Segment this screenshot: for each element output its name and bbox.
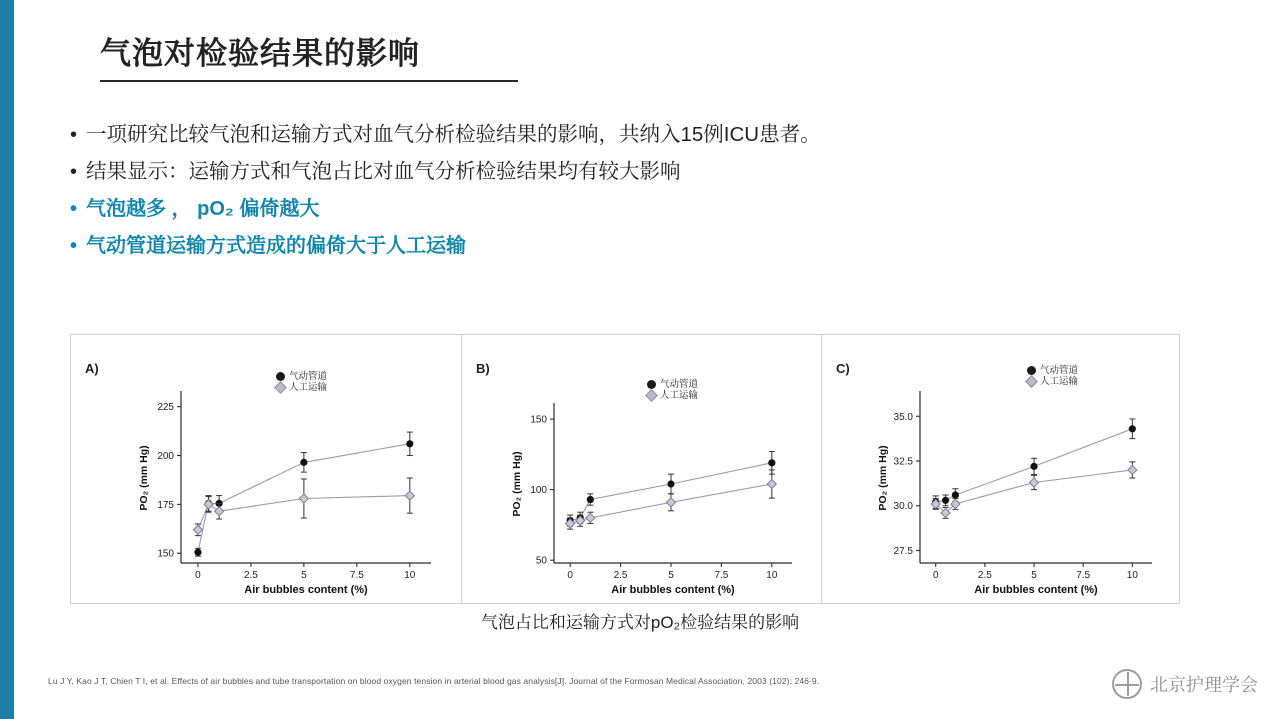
- svg-text:PO₂ (mm Hg): PO₂ (mm Hg): [138, 445, 150, 511]
- legend-label: 气动管道: [289, 371, 328, 382]
- panel-letter-c: C): [836, 361, 850, 376]
- svg-text:150: 150: [530, 414, 547, 426]
- title-underline: [100, 80, 518, 82]
- bullet-text: 气动管道运输方式造成的偏倚大于人工运输: [86, 235, 466, 257]
- figure-caption-text: 气泡占比和运输方式对pO₂检验结果的影响: [480, 613, 800, 632]
- legend-label: 人工运输: [660, 390, 699, 401]
- watermark-label: 北京护理学会: [1150, 675, 1258, 695]
- list-item: [70, 229, 1190, 263]
- chart-panel-b: [461, 335, 821, 603]
- panel-letter-b: B): [476, 361, 490, 376]
- svg-text:0: 0: [195, 570, 201, 581]
- figure-caption: [0, 608, 1280, 633]
- svg-text:PO₂ (mm Hg): PO₂ (mm Hg): [877, 445, 889, 511]
- svg-text:35.0: 35.0: [893, 411, 913, 423]
- svg-text:0: 0: [567, 570, 573, 581]
- svg-text:200: 200: [157, 451, 174, 463]
- svg-text:5: 5: [301, 570, 307, 581]
- list-item: [70, 118, 1190, 152]
- svg-text:5: 5: [1031, 570, 1037, 581]
- svg-text:32.5: 32.5: [893, 456, 913, 468]
- svg-text:7.5: 7.5: [1076, 570, 1091, 581]
- legend-label: 气动管道: [1040, 365, 1079, 376]
- svg-text:225: 225: [157, 402, 174, 414]
- svg-text:Air bubbles content (%): Air bubbles content (%): [611, 584, 735, 596]
- bullet-text: 气泡越多 ， pO₂ 偏倚越大: [86, 198, 320, 220]
- svg-text:7.5: 7.5: [349, 570, 364, 581]
- svg-text:27.5: 27.5: [893, 545, 913, 557]
- svg-text:10: 10: [404, 570, 416, 581]
- svg-text:5: 5: [668, 570, 674, 581]
- citation: Lu J Y, Kao J T, Chien T I, et al. Effects of air bubbles and tube transportation on blood oxygen tension in arterial blood gas analysis[J]. Journal of the Formosan Medical Association, 2003 (102): 246-9.: [48, 676, 820, 686]
- page-title: 气泡对检验结果的影响: [100, 36, 420, 71]
- svg-text:Air bubbles content (%): Air bubbles content (%): [974, 584, 1098, 596]
- bullet-list: [70, 118, 1190, 266]
- svg-text:10: 10: [766, 570, 778, 581]
- plot-c: [822, 335, 1180, 603]
- svg-text:0: 0: [932, 570, 939, 581]
- plot-a: [71, 335, 461, 603]
- chart-panel-a: [71, 335, 461, 603]
- plot-b: [462, 335, 821, 603]
- figure-container: [70, 334, 1180, 604]
- list-item: [70, 155, 1190, 189]
- panel-letter-a: A): [85, 361, 99, 376]
- list-item: [70, 192, 1190, 226]
- bullet-text: 一项研究比较气泡和运输方式对血气分析检验结果的影响，共纳入15例ICU患者。: [86, 123, 821, 146]
- bullet-dot: •: [70, 161, 78, 183]
- svg-text:150: 150: [157, 548, 174, 560]
- watermark: [1112, 669, 1258, 699]
- svg-text:PO₂ (mm Hg): PO₂ (mm Hg): [511, 451, 523, 517]
- globe-icon: [1112, 669, 1142, 699]
- svg-text:100: 100: [530, 485, 547, 497]
- legend-label: 人工运输: [289, 382, 328, 393]
- svg-text:7.5: 7.5: [714, 570, 729, 581]
- svg-text:2.5: 2.5: [613, 570, 628, 581]
- svg-text:2.5: 2.5: [977, 570, 992, 581]
- chart-panel-c: [821, 335, 1180, 603]
- svg-text:2.5: 2.5: [243, 570, 258, 581]
- bullet-dot: •: [70, 198, 78, 220]
- legend-label: 人工运输: [1040, 376, 1079, 387]
- legend-label: 气动管道: [660, 379, 699, 390]
- svg-text:10: 10: [1126, 570, 1138, 581]
- svg-text:30.0: 30.0: [893, 501, 913, 513]
- svg-text:175: 175: [157, 499, 174, 511]
- bullet-text: 结果显示：运输方式和气泡占比对血气分析检验结果均有较大影响: [86, 160, 681, 183]
- bullet-dot: •: [70, 235, 78, 257]
- svg-text:50: 50: [535, 555, 547, 567]
- bullet-dot: •: [70, 124, 78, 146]
- svg-text:Air bubbles content (%): Air bubbles content (%): [244, 584, 368, 596]
